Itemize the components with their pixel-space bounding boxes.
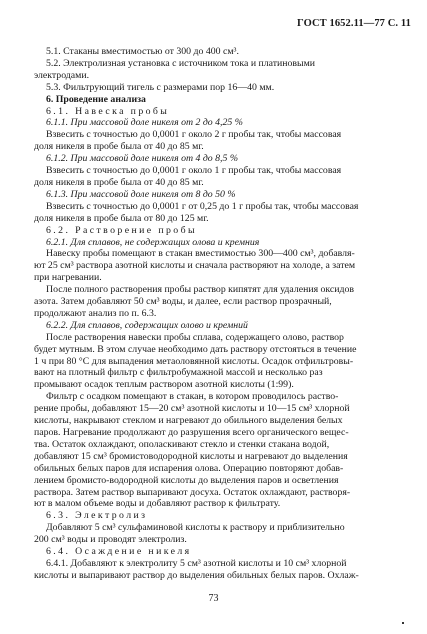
page-number: 73 bbox=[208, 593, 219, 604]
text-line: вают на плотный фильтр с фильтробумажной массой и несколько раз bbox=[34, 367, 323, 379]
text-line: продолжают анализ по п. 6.3. bbox=[34, 307, 157, 319]
text-line: раствора. Затем раствор выпаривают досуха. Остаток охлаждают, растворя- bbox=[34, 486, 351, 498]
text-line: Взвесить с точностью до 0,0001 г около 1 г пробы так, чтобы массовая bbox=[46, 165, 342, 177]
text-line: Навеску пробы помещают в стакан вместимостью 300—400 см³, добавля- bbox=[46, 248, 355, 260]
text-line: доля никеля в пробе была от 80 до 125 мг. bbox=[34, 212, 209, 224]
text-line: при нагревании. bbox=[34, 272, 102, 284]
text-line: кислоты и выпаривают раствор до выделения обильных белых паров. Охлаж- bbox=[34, 569, 359, 581]
text-line: Взвесить с точностью до 0,0001 г около 2 г пробы так, чтобы массовая bbox=[46, 129, 342, 141]
text-line: будет мутным. В этом случае необходимо дать раствору отстояться в течение bbox=[34, 343, 357, 355]
text-line: рение пробы, добавляют 15—20 см³ азотной кислоты и 10—15 см³ хлорной bbox=[34, 403, 350, 415]
section-heading: 6.1.2. При массовой доле никеля от 4 до 8,5 % bbox=[46, 153, 239, 165]
section-heading: 6.2.2. Для сплавов, содержащих олово и кремний bbox=[46, 319, 248, 331]
section-heading: 6.2.1. Для сплавов, не содержащих олова и кремния bbox=[46, 236, 260, 248]
section-heading: 6.2. Растворение пробы bbox=[46, 224, 197, 236]
text-line: Взвесить с точностью до 0,0001 г от 0,25 до 1 г пробы так, чтобы массовая bbox=[46, 200, 359, 212]
text-line: Фильтр с осадком помещают в стакан, в котором проводилось раство- bbox=[46, 391, 339, 403]
section-heading: 6. Проведение анализа bbox=[46, 93, 146, 105]
text-line: После растворения навески пробы сплава, содержащего олово, раствор bbox=[46, 331, 344, 343]
text-line: 1 ч при 80 °С для выпадения метаоловянной кислоты. Осадок отфильтровы- bbox=[34, 355, 354, 367]
section-heading: 6.1.1. При массовой доле никеля от 2 до 4,25 % bbox=[46, 117, 243, 129]
text-line: 5.2. Электролизная установка с источником тока и платиновыми bbox=[46, 57, 316, 69]
text-line: обильных белых паров для испарения олова. Операцию повторяют добав- bbox=[34, 462, 344, 474]
section-heading: 6.4. Осаждение никеля bbox=[46, 546, 192, 558]
page-header: ГОСТ 1652.11—77 С. 11 bbox=[297, 18, 411, 29]
text-line: Добавляют 5 см³ сульфаминовой кислоты к раствору и приблизительно bbox=[46, 522, 345, 534]
scan-speck bbox=[402, 622, 404, 624]
text-line: паров. Нагревание продолжают до разрушения всего органического вещес- bbox=[34, 427, 349, 438]
text-line: азота. Затем добавляют 50 см³ воды, и далее, если раствор прозрачный, bbox=[34, 296, 332, 308]
text-line: ют в малом объеме воды и добавляют раствор к фильтрату. bbox=[34, 498, 281, 510]
text-line: добавляют 15 см³ бромистоводородной кислоты и нагревают до выделения bbox=[34, 450, 348, 462]
text-line: 5.3. Фильтрующий тигель с размерами пор 16—40 мм. bbox=[46, 81, 275, 93]
text-line: доля никеля в пробе была от 40 до 85 мг. bbox=[34, 141, 204, 153]
text-line: промывают осадок теплым раствором азотной кислоты (1:99). bbox=[34, 379, 294, 391]
text-line: 5.1. Стаканы вместимостью от 300 до 400 см³. bbox=[46, 46, 239, 57]
document-body bbox=[34, 46, 398, 582]
section-heading: 6.1.3. При массовой доле никеля от 8 до 50 % bbox=[46, 188, 236, 200]
text-line: лением бромисто-водородной кислоты до выделения паров и осветления bbox=[34, 474, 339, 486]
text-line: ют 25 см³ раствора азотной кислоты и сначала растворяют на холоде, а затем bbox=[34, 260, 356, 272]
text-line: 6.4.1. Добавляют к электролиту 5 см³ азотной кислоты и 10 см³ хлорной bbox=[46, 557, 347, 569]
text-line: доля никеля в пробе была от 40 до 85 мг. bbox=[34, 176, 204, 188]
text-line: электродами. bbox=[34, 69, 90, 81]
text-line: тва. Остаток охлаждают, ополаскивают стекло и стенки стакана водой, bbox=[34, 438, 330, 450]
text-line: После полного растворения пробы раствор кипятят для удаления оксидов bbox=[46, 284, 355, 296]
section-heading: 6.3. Электролиз bbox=[46, 510, 148, 522]
section-heading: 6.1. Навеска пробы bbox=[46, 105, 170, 117]
text-line: 200 см³ воды и проводят электролиз. bbox=[34, 534, 187, 546]
text-line: кислоты, накрывают стеклом и нагревают до обильного выделения белых bbox=[34, 415, 343, 427]
